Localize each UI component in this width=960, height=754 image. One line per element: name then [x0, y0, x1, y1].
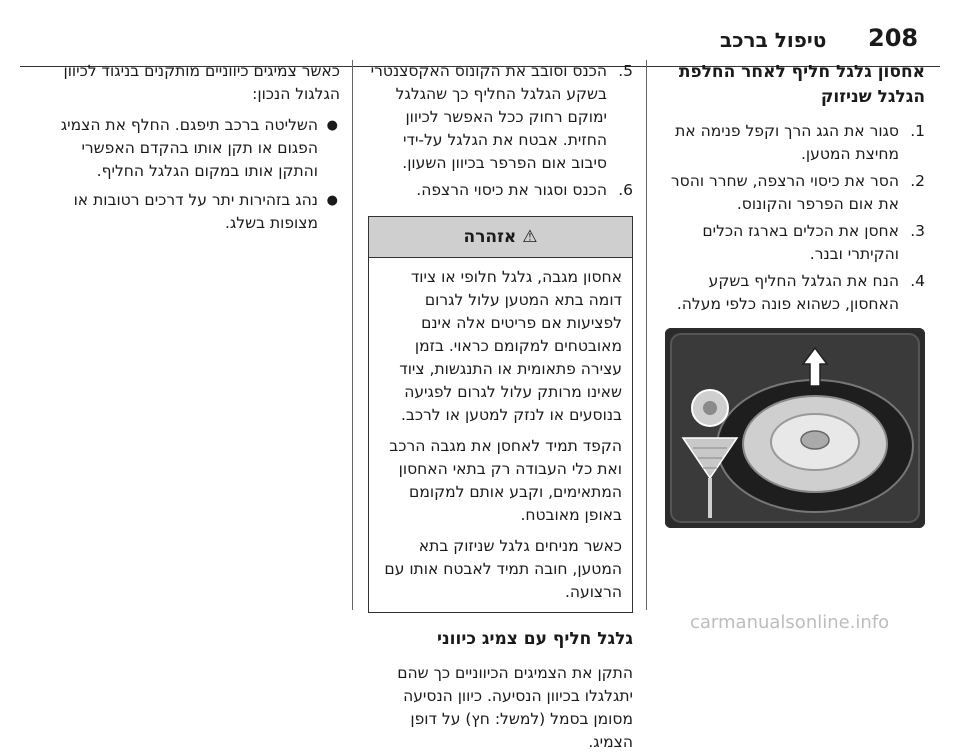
page-header: [0, 20, 960, 54]
watermark: carmanualsonline.info: [690, 612, 890, 633]
column-divider: [646, 60, 647, 610]
bullet-text: השליטה ברכב תיפגם. החלף את הצמיג הפגום או תקן אותו בהקדם האפשרי והתקן אותו במקום הגלגל החליף.: [60, 116, 318, 180]
warning-triangle-icon: ⚠: [522, 227, 538, 247]
step-text: אחסן את הכלים בארגז הכלים והקיתרי ובנר.: [702, 222, 899, 263]
step-number: 5.: [618, 62, 633, 80]
column-divider: [352, 60, 353, 610]
warning-paragraph: אחסון מגבה, גלגל חלופי או ציוד דומה בתא המטען עלול לגרום לפציעות אם פריטים אלה אינם מאובטחים למקומם כראוי. בזמן עצירה פתאומית או התנגשות, ציוד שאינו מרותק עלול לגרום לפגיעה בנוסעים או לנזק למטען או לרכב.: [399, 268, 622, 424]
bullet-text: נהג בזהירות יתר על דרכים רטובות או מצופות בשלג.: [73, 191, 318, 232]
step-number: 3.: [910, 222, 925, 240]
column-right: [655, 60, 925, 528]
column-left: [40, 60, 340, 241]
storage-heading: אחסון גלגל חליף לאחר החלפת הגלגל שניזוק: [678, 62, 925, 107]
step-item: [655, 170, 925, 216]
warning-title: אזהרה: [463, 227, 517, 247]
directional-bullets: [40, 114, 340, 235]
warning-header: [369, 217, 632, 258]
step-number: 1.: [910, 122, 925, 140]
spare-wheel-illustration: [665, 328, 925, 528]
warning-box: [368, 216, 633, 613]
step-item: [655, 270, 925, 316]
step-item: [368, 179, 633, 202]
step-number: 2.: [910, 172, 925, 190]
step-item: [655, 220, 925, 266]
step-item: [655, 120, 925, 166]
warning-paragraph: כאשר מניחים גלגל שניזוק בתא המטען, חובה תמיד לאבטח אותו עם הרצועה.: [384, 537, 622, 601]
bullet-icon: ●: [326, 193, 338, 208]
step-number: 4.: [910, 272, 925, 290]
storage-steps: [655, 120, 925, 316]
step-number: 6.: [618, 181, 633, 199]
directional-tire-heading: גלגל חליף עם צמיג כיווני: [436, 629, 633, 649]
step-text: סגור את הגג הרך וקפל פנימה את מחיצת המטען.: [675, 122, 899, 163]
warning-body: [369, 258, 632, 612]
bullet-item: [40, 114, 340, 183]
directional-tire-paragraph: התקן את הצמיגים הכיווניים כך שהם יתגלגלו בכיוון הנסיעה. כיוון הנסיעה מסומן בסמל (למשל: חץ) על דופן הצמיג.: [397, 664, 633, 751]
step-text: הסר את כיסוי הרצפה, שחרר והסר את אום הפרפר והקונוס.: [670, 172, 899, 213]
warning-paragraph: הקפד תמיד לאחסן את מגבה הרכב ואת כלי העבודה רק בתאי האחסון המתאימים, וקבע אותם למקומם באופן מאובטח.: [389, 437, 622, 524]
step-item: [368, 60, 633, 175]
spare-wheel-drawing: [665, 328, 925, 528]
storage-steps-continued: [368, 60, 633, 202]
directional-intro: כאשר צמיגים כיווניים מותקנים בניגוד לכיוון הגלגול הנכון:: [63, 62, 340, 103]
page-number: 208: [868, 24, 919, 52]
bullet-item: [40, 189, 340, 235]
bullet-icon: ●: [326, 118, 338, 133]
column-middle: [368, 60, 633, 754]
step-text: הנח את הגלגל החליף בשקע האחסון, כשהוא פונה כלפי מעלה.: [676, 272, 899, 313]
step-text: הכנס וסגור את כיסוי הרצפה.: [416, 181, 607, 199]
section-title: טיפול ברכב: [720, 28, 827, 52]
step-text: הכנס וסובב את הקונוס האקסצנטרי בשקע הגלגל החליף כך שהגלגל ימוקם רחוק ככל האפשר לכיוון החזית. אבטח את הגלגל על-ידי סיבוב אום הפרפר בכיוון השעון.: [370, 62, 607, 172]
